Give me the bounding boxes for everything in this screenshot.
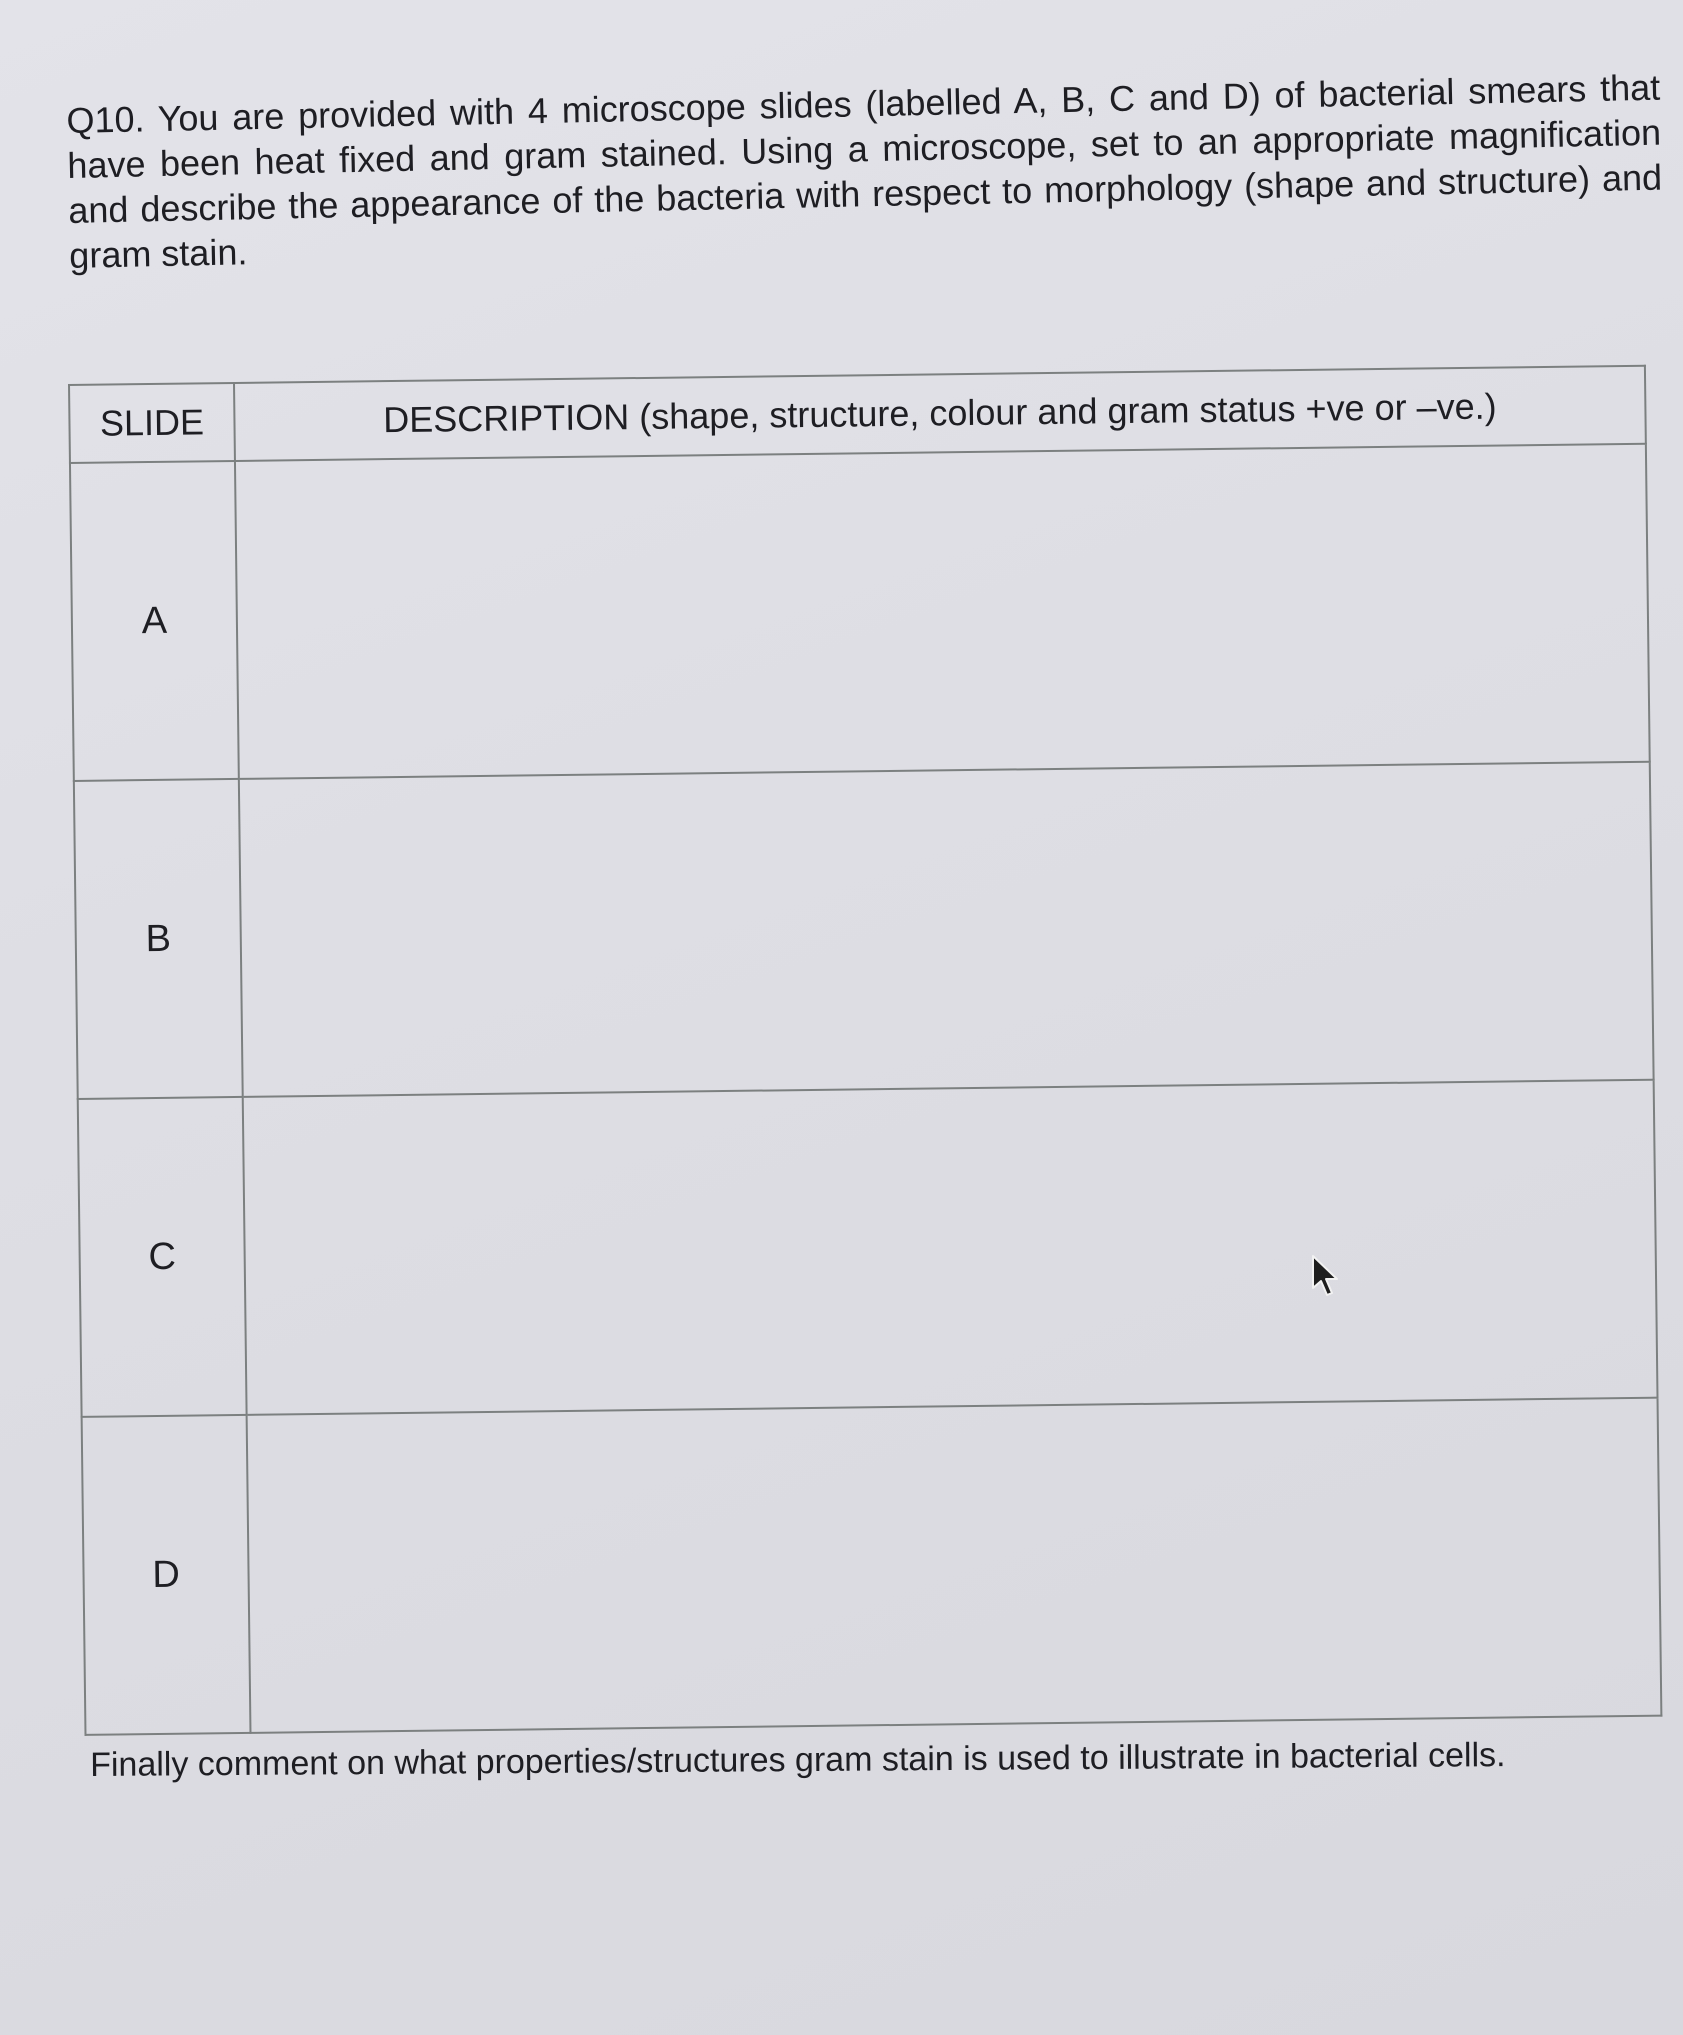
slide-description-table — [68, 365, 1662, 1736]
table-row — [74, 762, 1654, 1099]
slide-label-a: A — [70, 461, 239, 781]
final-comment-text: Finally comment on what properties/structures gram stain is used to illustrate in bacterial cells. — [90, 1736, 1506, 1784]
slide-table-wrapper — [68, 365, 1662, 1736]
slide-label-c: C — [78, 1097, 247, 1417]
description-cell-c[interactable] — [243, 1080, 1658, 1415]
description-cell-a[interactable] — [235, 444, 1650, 779]
question-text: Q10. You are provided with 4 microscope slides (labelled A, B, C and D) of bacterial smears that have been heat fixed and gram stained. Using a microscope, set to an appropriate magnification and describe the appearance of the bacteria with respect to morphology (shape and structure) and gram stain. — [66, 66, 1663, 276]
slide-label-d: D — [82, 1415, 251, 1735]
description-cell-d[interactable] — [247, 1398, 1662, 1733]
mouse-pointer-icon — [1310, 1254, 1340, 1298]
header-slide: SLIDE — [69, 383, 235, 463]
table-row — [78, 1080, 1658, 1417]
table-row — [82, 1398, 1662, 1735]
table-row — [70, 444, 1650, 781]
description-cell-b[interactable] — [239, 762, 1654, 1097]
slide-label-b: B — [74, 779, 243, 1099]
header-description: DESCRIPTION (shape, structure, colour and gram status +ve or –ve.) — [234, 366, 1646, 461]
